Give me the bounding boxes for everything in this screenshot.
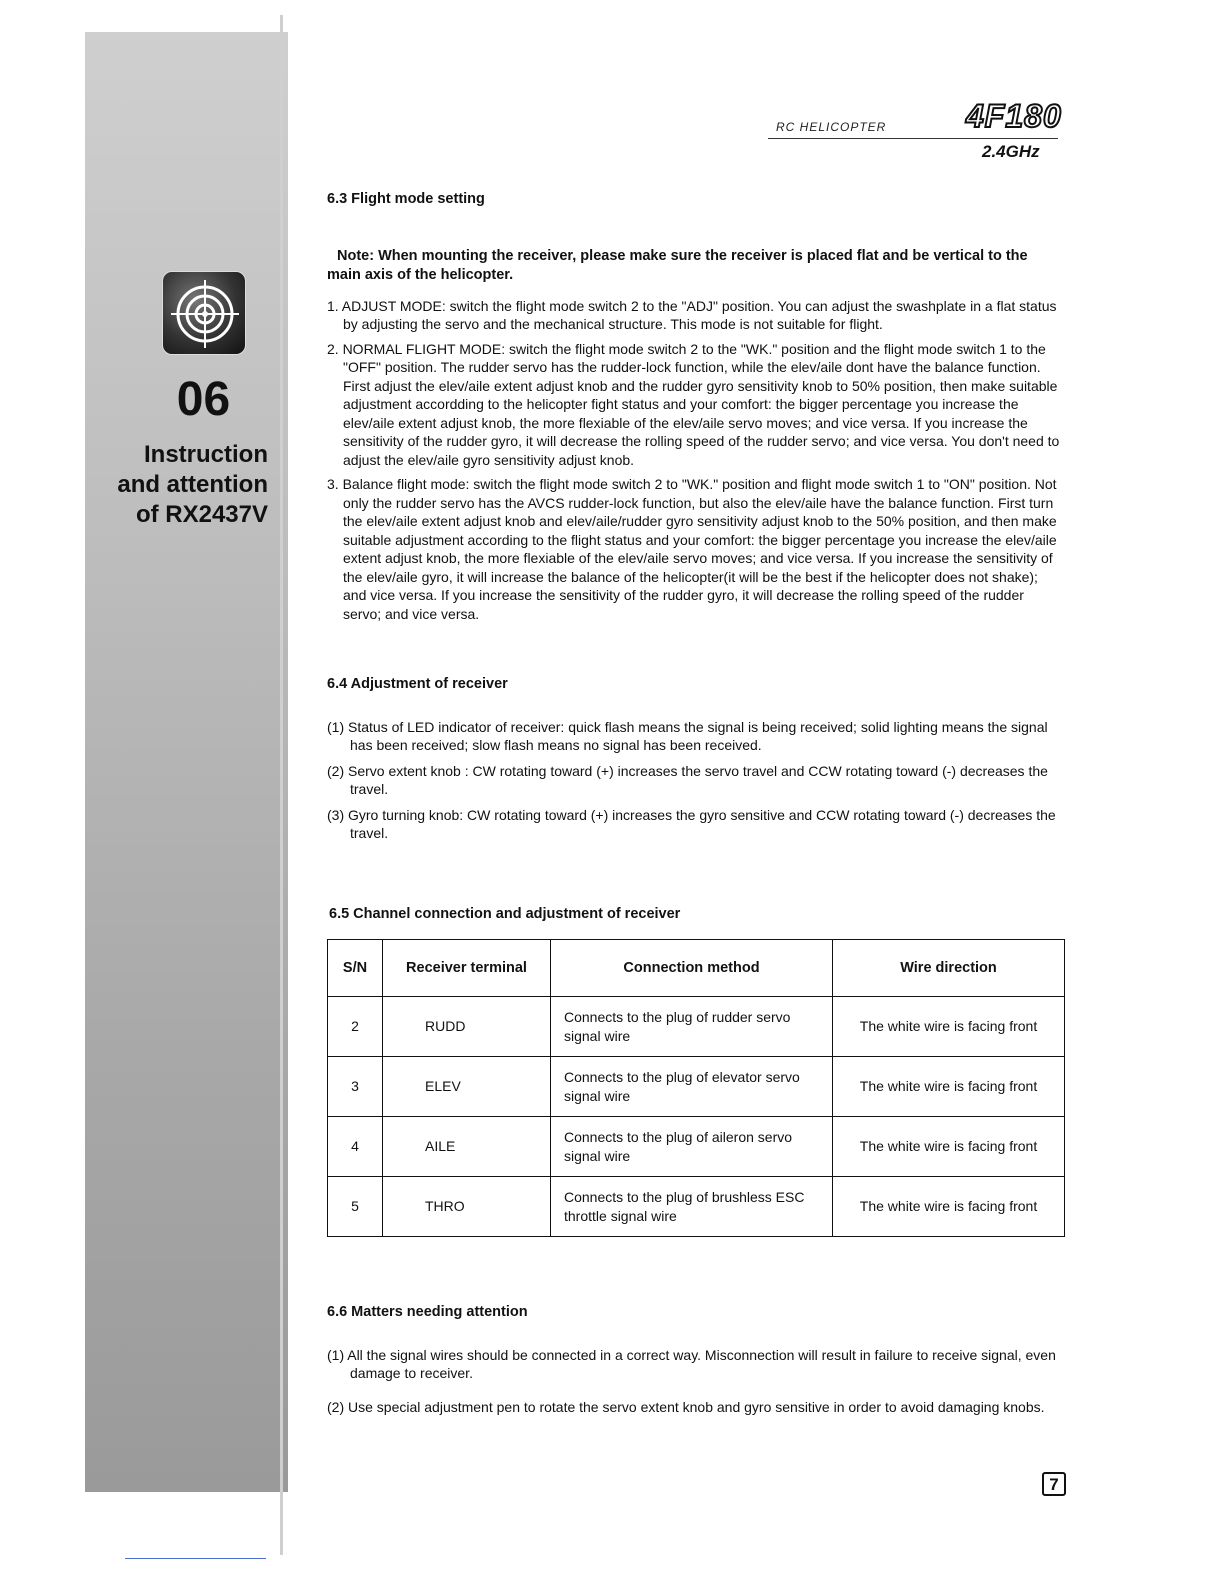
table-row — [328, 997, 1065, 1057]
target-icon — [162, 271, 246, 355]
cell-method: Connects to the plug of elevator servo signal wire — [551, 1057, 833, 1117]
channel-table — [327, 939, 1065, 1237]
cell-sn: 4 — [328, 1117, 383, 1177]
cell-method: Connects to the plug of rudder servo signal wire — [551, 997, 833, 1057]
flight-mode-list — [327, 297, 1065, 624]
page-number: 7 — [1042, 1472, 1066, 1496]
column-header: Wire direction — [833, 940, 1065, 997]
chapter-title-line: and attention — [117, 471, 268, 498]
cell-wire: The white wire is facing front — [833, 1177, 1065, 1237]
cell-sn: 3 — [328, 1057, 383, 1117]
mounting-note: Note: When mounting the receiver, please make sure the receiver is placed flat and be vertical to the main axis of the helicopter. — [327, 247, 1028, 283]
chapter-number: 06 — [176, 373, 231, 426]
cell-wire: The white wire is facing front — [833, 1117, 1065, 1177]
chapter-title-line: Instruction — [144, 441, 268, 468]
chapter-title-line: of RX2437V — [135, 501, 268, 528]
list-item: (3) Gyro turning knob: CW rotating toward (+) increases the gyro sensitive and CCW rotating toward (-) decreases the travel. — [327, 806, 1056, 841]
chapter-title — [100, 440, 268, 530]
list-item: (1) All the signal wires should be connected in a correct way. Misconnection will result in failure to receive signal, even damage to receiver. — [327, 1346, 1056, 1381]
brand-logo: 4F180 — [966, 98, 1062, 134]
list-item: (2) Use special adjustment pen to rotate the servo extent knob and gyro sensitive in order to avoid damaging knobs. — [327, 1398, 1045, 1415]
table-row — [328, 1117, 1065, 1177]
table-row — [328, 1057, 1065, 1117]
cell-wire: The white wire is facing front — [833, 1057, 1065, 1117]
list-item: 1. ADJUST MODE: switch the flight mode switch 2 to the "ADJ" position. You can adjust the swashplate in a flat status by adjusting the servo and the mechanical structure. This mode is not suitable for flight. — [327, 297, 1057, 332]
brand-frequency: 2.4GHz — [982, 142, 1040, 161]
cell-terminal: RUDD — [383, 997, 551, 1057]
cell-terminal: AILE — [383, 1117, 551, 1177]
sidebar-panel — [85, 32, 288, 1492]
section-heading: 6.4 Adjustment of receiver — [327, 676, 508, 692]
list-item: (2) Servo extent knob : CW rotating toward (+) increases the servo travel and CCW rotating toward (-) decreases the travel. — [327, 762, 1048, 797]
brand-subtitle: RC HELICOPTER — [776, 120, 887, 134]
list-item: 3. Balance flight mode: switch the flight mode switch 2 to "WK." position and flight mode switch 1 to "ON" position. Not only the rudder servo has the AVCS rudder-lock function, but also the elev/aile have the balance function. First turn the elev/aile extent adjust knob and elev/aile/rudder gyro sensitivity adjust knob to the 50% position, and then make suitable adjustment according to the flight status and your comfort: the bigger percentage you increase the elev/aile extent adjust knob, the more flexiable of the elev/aile servo moves; and vice versa. If you increase the sensitivity of the elev/aile gyro, it will increase the balance of the helicopter(it will be the best if the helicopter does not shake); and vice versa. If you increase the sensitivity of the rudder gyro, it will decrease the rolling speed of the rudder servo; and vice versa. — [327, 476, 1057, 622]
cell-sn: 2 — [328, 997, 383, 1057]
cell-sn: 5 — [328, 1177, 383, 1237]
cell-wire: The white wire is facing front — [833, 997, 1065, 1057]
list-item: (1) Status of LED indicator of receiver: quick flash means the signal is being received; solid lighting means the signal has been received; slow flash means no signal has been received. — [327, 718, 1048, 753]
cell-terminal: THRO — [383, 1177, 551, 1237]
section-heading: 6.6 Matters needing attention — [327, 1304, 528, 1320]
cell-method: Connects to the plug of aileron servo signal wire — [551, 1117, 833, 1177]
main-content — [327, 190, 1065, 1423]
column-header: Receiver terminal — [383, 940, 551, 997]
section-heading: 6.3 Flight mode setting — [327, 191, 485, 207]
table-row — [328, 1177, 1065, 1237]
receiver-adjust-list — [327, 718, 1065, 843]
list-item: 2. NORMAL FLIGHT MODE: switch the flight mode switch 2 to the "WK." position and the flight mode switch 1 to the "OFF" position. The rudder servo has the rudder-lock function, while the elev/aile dont have the balance function. First adjust the elev/aile extent adjust knob and the rudder gyro sensitivity knob to 50% position, then make suitable adjustment accordding to the helicopter fight status and your comfort: the bigger percentage you increase the elev/aile extent adjust knob, the more flexiable of the elev/aile servo moves; and vice versa. If you increase the sensitivity of the rudder gyro, it will decrease the rolling speed of the rudder servo; and vice versa. You don't need to adjust the elev/aile gyro sensitivity adjust knob. — [327, 340, 1060, 468]
footer-line — [125, 1558, 266, 1559]
brand-underline — [768, 138, 1058, 139]
cell-method: Connects to the plug of brushless ESC throttle signal wire — [551, 1177, 833, 1237]
section-heading: 6.5 Channel connection and adjustment of receiver — [329, 905, 681, 922]
attention-list — [327, 1346, 1065, 1417]
table-header-row — [328, 940, 1065, 997]
cell-terminal: ELEV — [383, 1057, 551, 1117]
sidebar-edge — [280, 15, 283, 1555]
column-header: S/N — [328, 940, 383, 997]
column-header: Connection method — [551, 940, 833, 997]
